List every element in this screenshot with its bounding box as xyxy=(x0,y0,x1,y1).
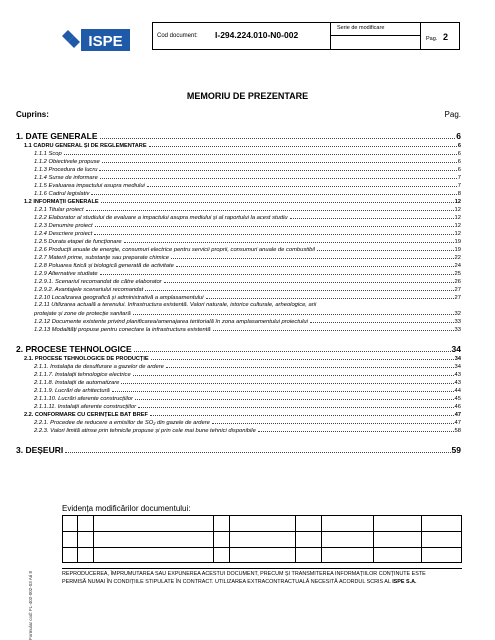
toc-entry-page: 22 xyxy=(454,255,461,261)
toc-entry-page: 34 xyxy=(451,344,461,354)
toc-entry-title: 1.2.13 Modalități propuse pentru conectare la infrastructura existentă xyxy=(34,327,211,333)
toc-entry[interactable] xyxy=(16,410,461,418)
toc-entry-page: 19 xyxy=(454,247,461,253)
toc-entry[interactable] xyxy=(16,197,461,205)
toc-entry-title: 2.1.1.10. Lucrări aferente construcțiilor xyxy=(34,396,133,402)
footer-text-1: REPRODUCEREA, ÎMPRUMUTAREA SAU EXPUNEREA ACESTUI DOCUMENT, PRECUM ȘI TRANSMITEREA INFORMAȚIILOR CONȚINUTE ESTE xyxy=(62,571,426,577)
toc-entry-page: 27 xyxy=(454,295,461,301)
page-cell xyxy=(421,23,459,49)
toc-entry-page: 12 xyxy=(454,215,461,221)
toc-leader xyxy=(102,162,457,163)
toc-entry-page: 6 xyxy=(457,143,461,149)
footer-brand: ISPE S.A. xyxy=(392,578,417,585)
toc-leader xyxy=(150,415,454,416)
page-number: 2 xyxy=(443,32,449,42)
toc-entry-page: 33 xyxy=(454,319,461,325)
toc-entry[interactable] xyxy=(16,213,461,221)
toc-leader xyxy=(258,431,454,432)
toc-entry-title: 1.1.3 Procedura de lucru xyxy=(34,167,98,173)
toc-entry-page: 12 xyxy=(454,207,461,213)
footer-text-2: PERMISĂ NUMAI ÎN CONDIȚIILE STIPULATE ÎN CONTRACT. UTILIZAREA EXTRACONTRACTUALĂ NECESITĂ ACORDUL SCRIS AL xyxy=(62,578,391,585)
toc-entry-continuation[interactable] xyxy=(16,309,461,317)
toc-entry-title: 1.2.1 Titular proiect xyxy=(34,207,84,213)
toc-entry-page: 26 xyxy=(454,279,461,285)
toc-entry[interactable] xyxy=(16,141,461,149)
toc-entry-page: 44 xyxy=(454,388,461,394)
toc-leader xyxy=(64,154,457,155)
toc-entry[interactable] xyxy=(16,261,461,269)
toc-entry[interactable] xyxy=(16,173,461,181)
doc-code-value: I-294.224.010-N0-002 xyxy=(215,30,299,40)
toc-entry-title: 2.1.1.9. Lucrări de arhitectură xyxy=(34,388,110,394)
toc-leader xyxy=(124,242,454,243)
toc-entry-title: 1.1.6 Cadrul legislativ xyxy=(34,191,90,197)
toc-entry-page: 32 xyxy=(454,311,461,317)
toc-leader xyxy=(101,202,454,203)
toc-entry-title: 1.1.1 Scop xyxy=(34,151,62,157)
toc-entry[interactable] xyxy=(16,301,461,309)
toc-entry-title: 1.2.9 Alternative studiate xyxy=(34,271,98,277)
toc-leader xyxy=(91,194,456,195)
toc-entry-page: 47 xyxy=(454,412,461,418)
toc-entry-title: 1.2.6 Producții anuale de energie, consumuri electrice pentru servicii proprii, consumuri anuale de combustibil xyxy=(34,247,315,253)
toc-entry-page: 6 xyxy=(457,167,461,173)
toc-entry-title: 2.1.1.11. Instalații aferente construcțiilor xyxy=(34,404,137,410)
toc-page-label: Pag. xyxy=(444,110,461,119)
toc-leader xyxy=(135,399,454,400)
toc-entry-title: 1.2.10 Localizarea geografică și administrativă a amplasamentului xyxy=(34,295,204,301)
toc-leader xyxy=(134,351,451,352)
toc-entry-title: 2.2.3. Valori limită atinse prin tehnicile propuse și prin cele mai bune tehnici disponibile xyxy=(34,428,256,434)
toc-entry[interactable] xyxy=(16,402,461,410)
toc-entry[interactable] xyxy=(16,370,461,378)
toc-entry[interactable] xyxy=(16,157,461,165)
toc-entry[interactable] xyxy=(16,325,461,333)
toc-entry[interactable] xyxy=(16,418,461,426)
toc-entry-title: 2.1.1.8. Instalații de automatizare xyxy=(34,380,120,386)
toc-entry-title: 1.2.3 Denumire proiect xyxy=(34,223,93,229)
serie-label: Serie de modificare xyxy=(337,25,385,31)
toc-entry-page: 43 xyxy=(454,372,461,378)
toc-entry[interactable] xyxy=(16,253,461,261)
revisions-table xyxy=(62,515,462,563)
toc-leader xyxy=(171,258,454,259)
toc-entry-title: 2.1. PROCESE TEHNOLOGICE DE PRODUCȚIE xyxy=(24,356,149,362)
toc-entry-title: 1.2 INFORMAȚII GENERALE xyxy=(24,199,99,205)
toc-entry[interactable] xyxy=(16,362,461,370)
toc-leader xyxy=(100,178,457,179)
toc-entry-title: 2. PROCESE TEHNOLOGICE xyxy=(16,344,132,354)
toc-entry-page: 6 xyxy=(457,151,461,157)
toc-entry-title: 1.2.7 Materii prime, substanțe sau preparate chimice xyxy=(34,255,170,261)
toc-entry[interactable] xyxy=(16,237,461,245)
toc-entry-title: 1.1.2 Obiectivele propuse xyxy=(34,159,100,165)
toc-entry[interactable] xyxy=(16,205,461,213)
toc-entry-title: 1.2.8 Poluarea fizică și biologică generată de activitate xyxy=(34,263,174,269)
table-of-contents xyxy=(16,126,461,455)
toc-entry-title: 1.2.12 Documente existente privind planificarea/amenajarea teritorială în zona amplasamentului proiectului xyxy=(34,319,308,325)
toc-entry[interactable] xyxy=(16,221,461,229)
toc-entry[interactable] xyxy=(16,394,461,402)
toc-entry-page: 25 xyxy=(454,271,461,277)
toc-entry[interactable] xyxy=(16,340,461,354)
toc-leader xyxy=(86,210,454,211)
toc-entry-title: 3. DEȘEURI xyxy=(16,445,64,455)
toc-leader xyxy=(149,146,457,147)
toc-entry[interactable] xyxy=(16,149,461,157)
toc-leader xyxy=(176,266,454,267)
toc-entry-title: 1.1.5 Evaluarea impactului asupra mediului xyxy=(34,183,145,189)
toc-leader xyxy=(166,367,454,368)
page-label: Pag. xyxy=(426,36,438,42)
toc-entry-page: 6 xyxy=(456,131,461,141)
toc-entry[interactable] xyxy=(16,378,461,386)
toc-entry-title: 2.2. CONFORMARE CU CERINȚELE BAT BREF xyxy=(24,412,148,418)
toc-entry[interactable] xyxy=(16,354,461,362)
toc-entry-title: 1.1 CADRU GENERAL ȘI DE REGLEMENTARE xyxy=(24,143,147,149)
toc-entry-title: 1.2.5 Durata etapei de funcționare xyxy=(34,239,122,245)
toc-entry-title: 2.2.1. Procedee de reducere a emisiilor de SO₂ din gazele de ardere xyxy=(34,420,210,426)
toc-entry-title: protejate și zone de protecție sanitară xyxy=(34,311,131,317)
toc-entry[interactable] xyxy=(16,229,461,237)
toc-entry-page: 8 xyxy=(457,191,461,197)
toc-entry-page: 27 xyxy=(454,287,461,293)
toc-leader xyxy=(112,391,454,392)
toc-entry-title: 1.2.11 Utilizarea actuală a terenului. Infrastructura existentă. Valori naturale, istorice culturale, arheologice, arii xyxy=(34,302,317,308)
toc-entry[interactable] xyxy=(16,269,461,277)
toc-entry-title: 1. DATE GENERALE xyxy=(16,131,98,141)
toc-leader xyxy=(310,322,454,323)
toc-entry-page: 24 xyxy=(454,263,461,269)
toc-entry[interactable] xyxy=(16,293,461,301)
toc-entry[interactable] xyxy=(16,386,461,394)
toc-leader xyxy=(212,423,454,424)
toc-entry[interactable] xyxy=(16,277,461,285)
toc-leader xyxy=(138,407,454,408)
toc-entry-page: 12 xyxy=(454,223,461,229)
toc-entry-title: 2.1.1. Instalația de desulfurare a gazelor de ardere xyxy=(34,364,164,370)
toc-entry-title: 1.1.4 Surse de informare xyxy=(34,175,98,181)
serie-cell xyxy=(331,23,421,49)
toc-entry-page: 45 xyxy=(454,396,461,402)
toc-leader xyxy=(133,314,454,315)
toc-leader xyxy=(145,290,453,291)
toc-entry[interactable] xyxy=(16,127,461,141)
toc-entry-page: 12 xyxy=(454,199,461,205)
toc-leader xyxy=(95,226,454,227)
document-header xyxy=(152,22,460,50)
toc-entry[interactable] xyxy=(16,181,461,189)
toc-leader xyxy=(99,170,456,171)
toc-entry-page: 6 xyxy=(457,159,461,165)
toc-entry[interactable] xyxy=(16,317,461,325)
toc-entry[interactable] xyxy=(16,441,461,455)
toc-entry-page: 46 xyxy=(454,404,461,410)
toc-entry[interactable] xyxy=(16,165,461,173)
toc-leader xyxy=(290,218,454,219)
toc-entry-page: 12 xyxy=(454,231,461,237)
doc-code-label: Cod document: xyxy=(157,33,198,39)
toc-entry-page: 47 xyxy=(454,420,461,426)
toc-entry-page: 7 xyxy=(457,175,461,181)
toc-leader xyxy=(100,274,454,275)
logo-text: ISPE xyxy=(88,33,123,50)
toc-entry-page: 33 xyxy=(454,327,461,333)
toc-entry[interactable] xyxy=(16,426,461,434)
toc-leader xyxy=(65,452,450,453)
toc-leader xyxy=(133,375,454,376)
toc-leader xyxy=(94,234,453,235)
toc-leader xyxy=(147,186,457,187)
toc-entry-title: 1.2.9.1. Scenariul recomandat de către elaborator xyxy=(34,279,162,285)
toc-entry-title: 1.2.9.2. Avantajele scenariului recomandat xyxy=(34,287,144,293)
toc-leader xyxy=(317,250,454,251)
toc-entry[interactable] xyxy=(16,245,461,253)
toc-entry[interactable] xyxy=(16,189,461,197)
toc-entry-title: 1.2.2 Elaborator al studiului de evaluare a impactului asupra mediului și al raportului la acest studiu xyxy=(34,215,288,221)
toc-entry-page: 7 xyxy=(457,183,461,189)
copyright-notice xyxy=(62,568,462,586)
ispe-logo xyxy=(62,26,130,54)
form-code: Formular cod: FL-402-002-03 Ari 8 xyxy=(28,570,33,640)
toc-label: Cuprins: xyxy=(16,110,49,119)
revisions-label: Evidența modificărilor documentului: xyxy=(62,504,191,513)
doc-code-cell xyxy=(153,23,331,49)
toc-entry-page: 19 xyxy=(454,239,461,245)
toc-entry-page: 59 xyxy=(451,445,461,455)
toc-leader xyxy=(206,298,454,299)
toc-entry-page: 34 xyxy=(454,356,461,362)
toc-entry-page: 58 xyxy=(454,428,461,434)
toc-entry-title: 1.2.4 Descriere proiect xyxy=(34,231,93,237)
toc-entry-title: 2.1.1.7. Instalații tehnologice electrice xyxy=(34,372,131,378)
page-title: MEMORIU DE PREZENTARE xyxy=(186,91,309,101)
toc-entry-page: 43 xyxy=(454,380,461,386)
toc-leader xyxy=(213,330,454,331)
toc-leader xyxy=(151,359,454,360)
toc-entry[interactable] xyxy=(16,285,461,293)
toc-leader xyxy=(164,282,454,283)
toc-leader xyxy=(121,383,453,384)
toc-entry-page: 34 xyxy=(454,364,461,370)
toc-leader xyxy=(100,138,456,139)
